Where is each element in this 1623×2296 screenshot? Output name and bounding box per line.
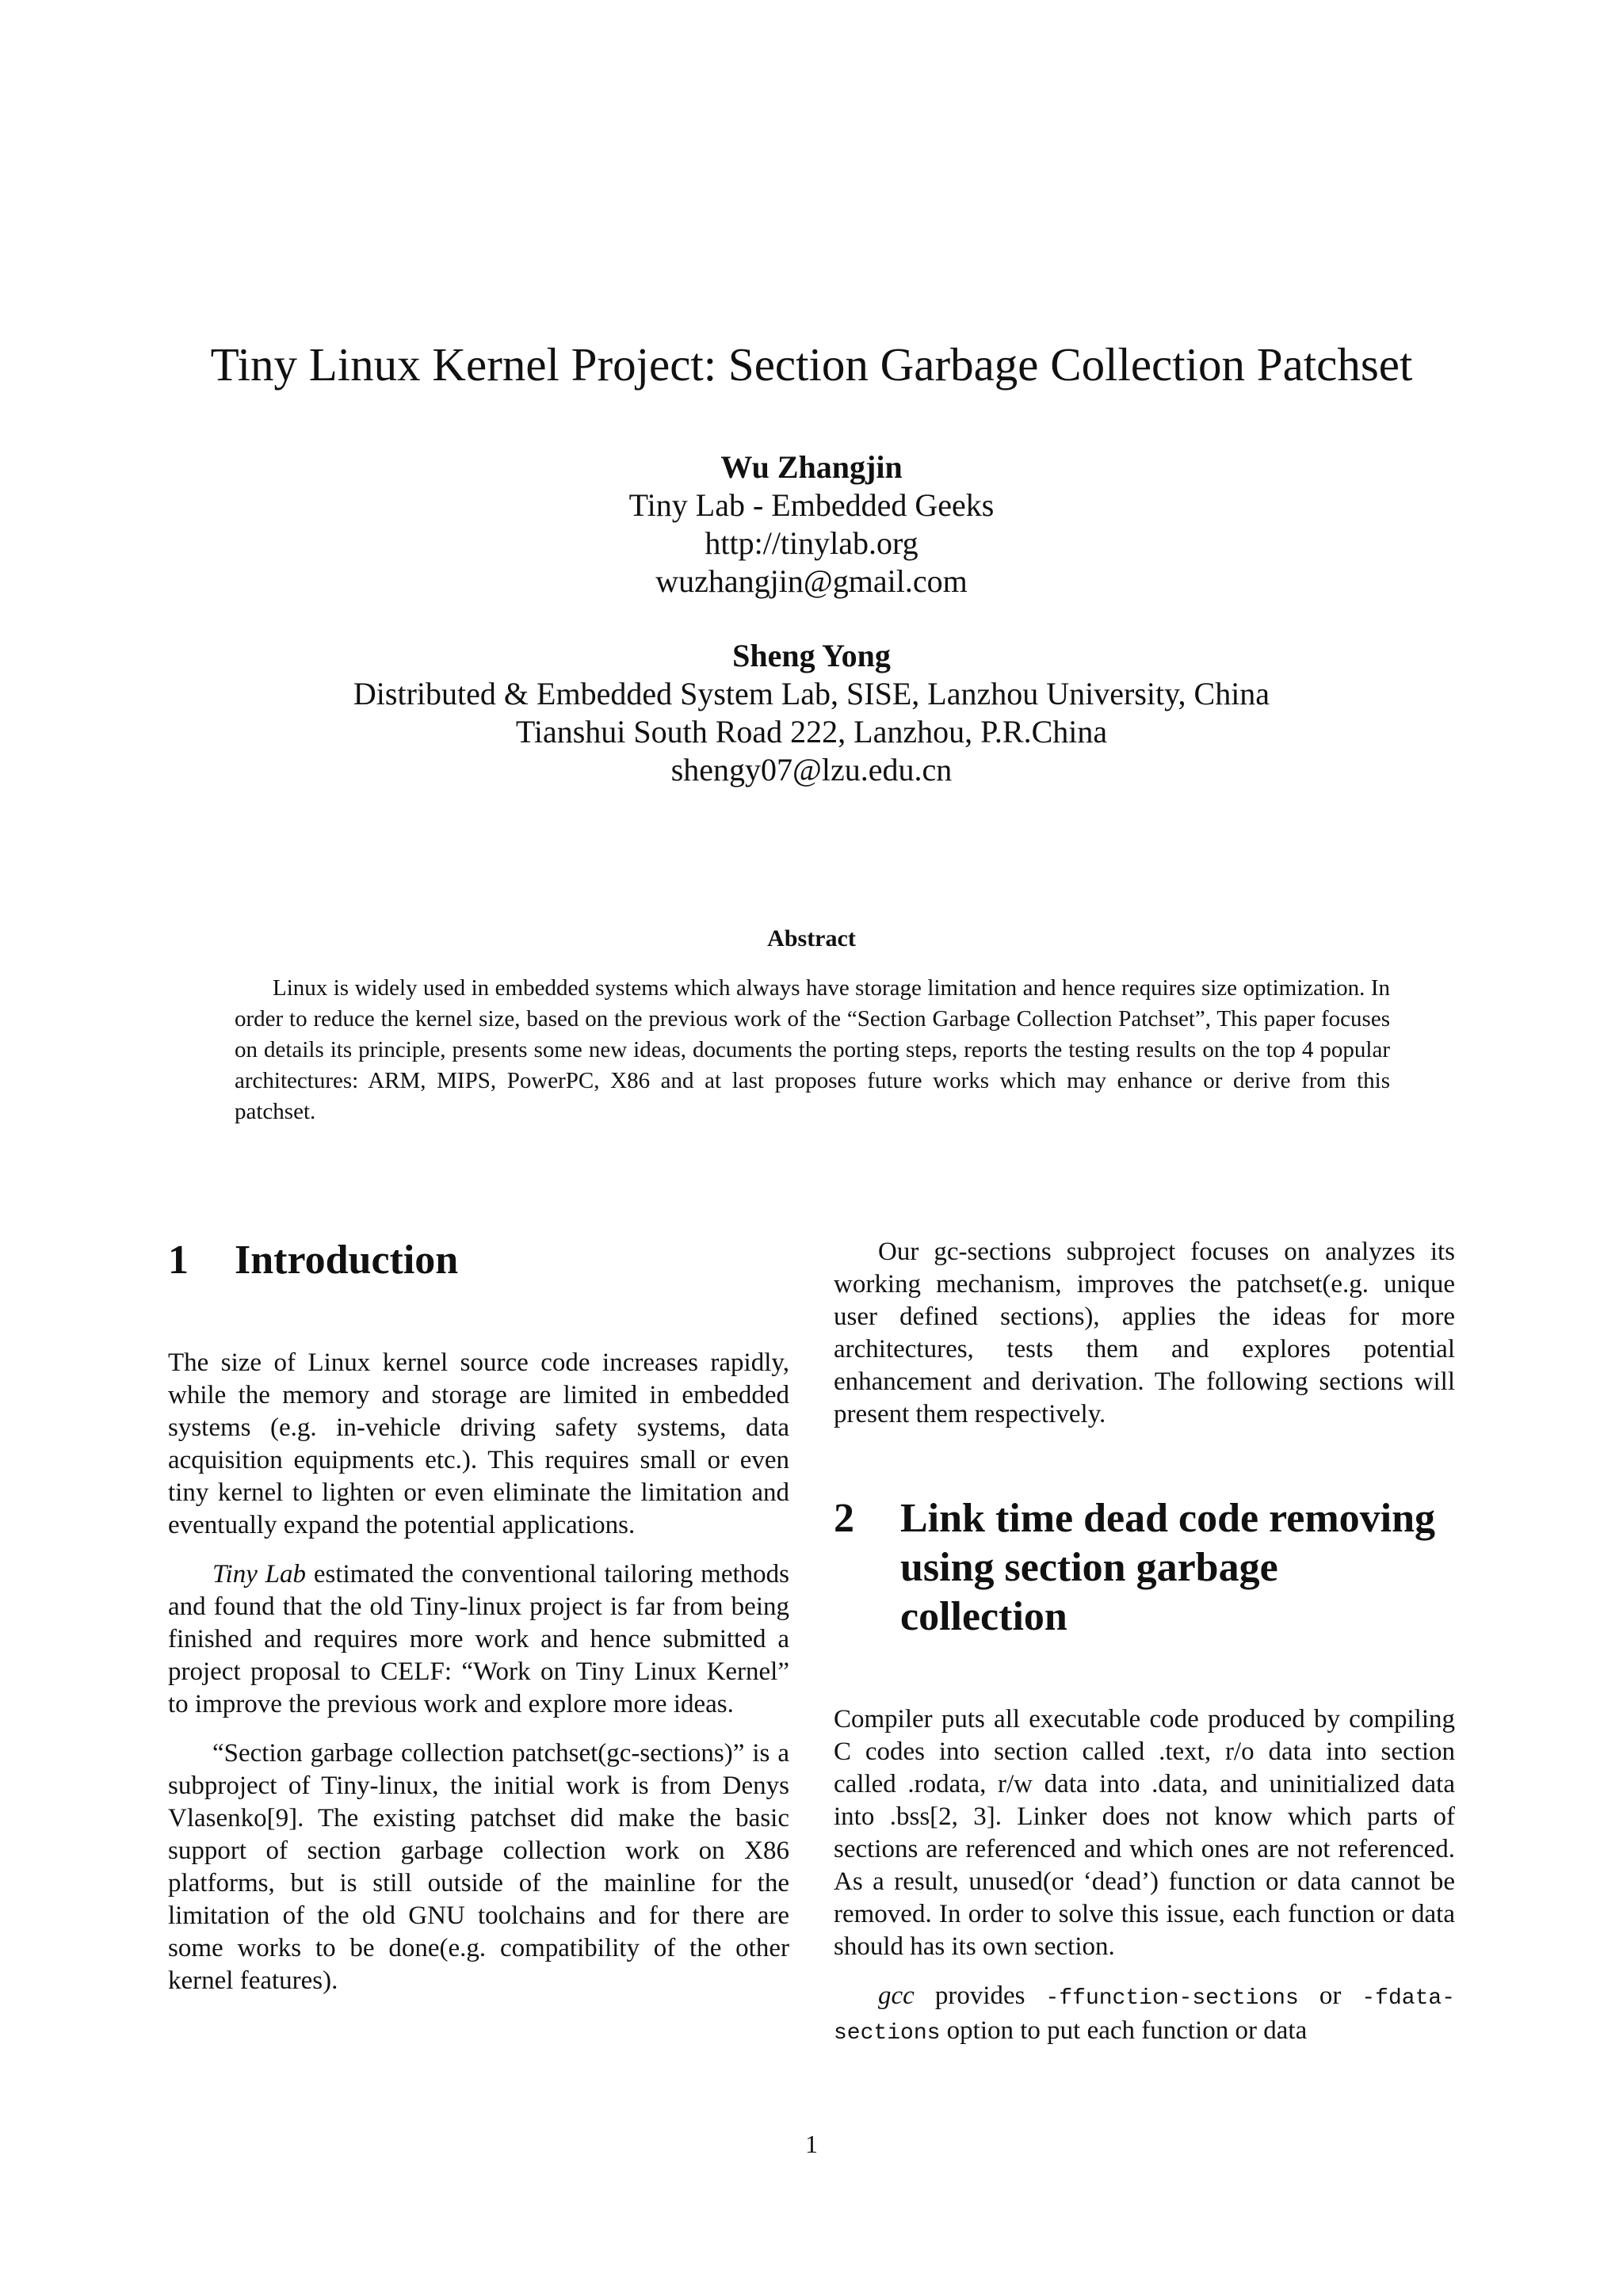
author-affiliation: Tiny Lab - Embedded Geeks	[628, 487, 995, 523]
author-address: Tianshui South Road 222, Lanzhou, P.R.China	[515, 714, 1108, 749]
author-2	[0, 637, 1623, 789]
section-heading	[168, 1236, 789, 1285]
author-name: Wu Zhangjin	[720, 449, 903, 485]
section-heading	[834, 1494, 1455, 1642]
author-name: Sheng Yong	[732, 638, 891, 673]
author-affiliation: Distributed & Embedded System Lab, SISE, Lanzhou University, China	[353, 676, 1270, 711]
code-option: -fdata-sections	[834, 1986, 1455, 2046]
author-email: wuzhangjin@gmail.com	[655, 563, 968, 599]
author-block	[0, 448, 1623, 789]
left-column	[168, 1236, 789, 2014]
paragraph: Tiny Lab estimated the conventional tailoring methods and found that the old Tiny-linux project is far from being finished and requires more work and hence submitted a project proposal to CELF: “Work on Tiny Linux Kernel” to improve the previous work and explore more ideas.	[168, 1560, 790, 1718]
author-email: shengy07@lzu.edu.cn	[670, 752, 953, 788]
paragraph: The size of Linux kernel source code increases rapidly, while the memory and storage are limited in embedded systems (e.g. in-vehicle driving safety systems, data acquisition equipments etc.). This requires small or even tiny kernel to lighten or even eliminate the limitation and eventually expand the potential applications.	[168, 1348, 789, 1539]
section-number: 1	[168, 1238, 189, 1283]
section-number: 2	[834, 1496, 854, 1541]
paper-title: Tiny Linux Kernel Project: Section Garbage Collection Patchset	[210, 338, 1413, 391]
paragraph: Our gc-sections subproject focuses on analyzes its working mechanism, improves the patchset(e.g. unique user defined sections), applies the ideas for more architectures, tests them and explores potential enhancement and derivation. The following sections will present them respectively.	[834, 1238, 1455, 1428]
emphasis: Tiny Lab	[212, 1560, 307, 1589]
abstract-heading: Abstract	[767, 925, 856, 952]
emphasis: gcc	[878, 1981, 915, 2010]
author-url: http://tinylab.org	[705, 525, 918, 561]
section-title: Link time dead code removing using section garbage collection	[900, 1496, 1436, 1639]
author-1	[0, 448, 1623, 601]
page-number: 1	[805, 2130, 818, 2158]
right-column	[834, 1236, 1455, 2066]
abstract-text: Linux is widely used in embedded systems which always have storage limitation and hence requires size optimization. In order to reduce the kernel size, based on the previous work of the “Section Garbage Collection Patchset”, This paper focuses on details its principle, presents some new ideas, documents the porting steps, reports the testing results on the top 4 popular architectures: ARM, MIPS, PowerPC, X86 and at last proposes future works which may enhance or derive from this patchset.	[235, 975, 1390, 1124]
paragraph: “Section garbage collection patchset(gc-sections)” is a subproject of Tiny-linux, the initial work is from Denys Vlasenko[9]. The existing patchset did make the basic support of section garbage collection work on X86 platforms, but is still outside of the mainline for the limitation of the old GNU toolchains and for there are some works to be done(e.g. compatibility of the other kernel features).	[168, 1739, 789, 1995]
paragraph: Compiler puts all executable code produced by compiling C codes into section called .text, r/o data into section called .rodata, r/w data into .data, and uninitialized data into .bss[2, 3]. Linker does not know which parts of sections are referenced and which ones are not referenced. As a result, unused(or ‘dead’) function or data cannot be removed. In order to solve this issue, each function or data should has its own section.	[834, 1705, 1455, 1961]
code-option: -ffunction-sections	[1045, 1986, 1299, 2011]
section-title: Introduction	[235, 1238, 459, 1283]
paragraph: gcc provides -ffunction-sections or -fdata-sections option to put each function or data	[834, 1981, 1455, 2046]
